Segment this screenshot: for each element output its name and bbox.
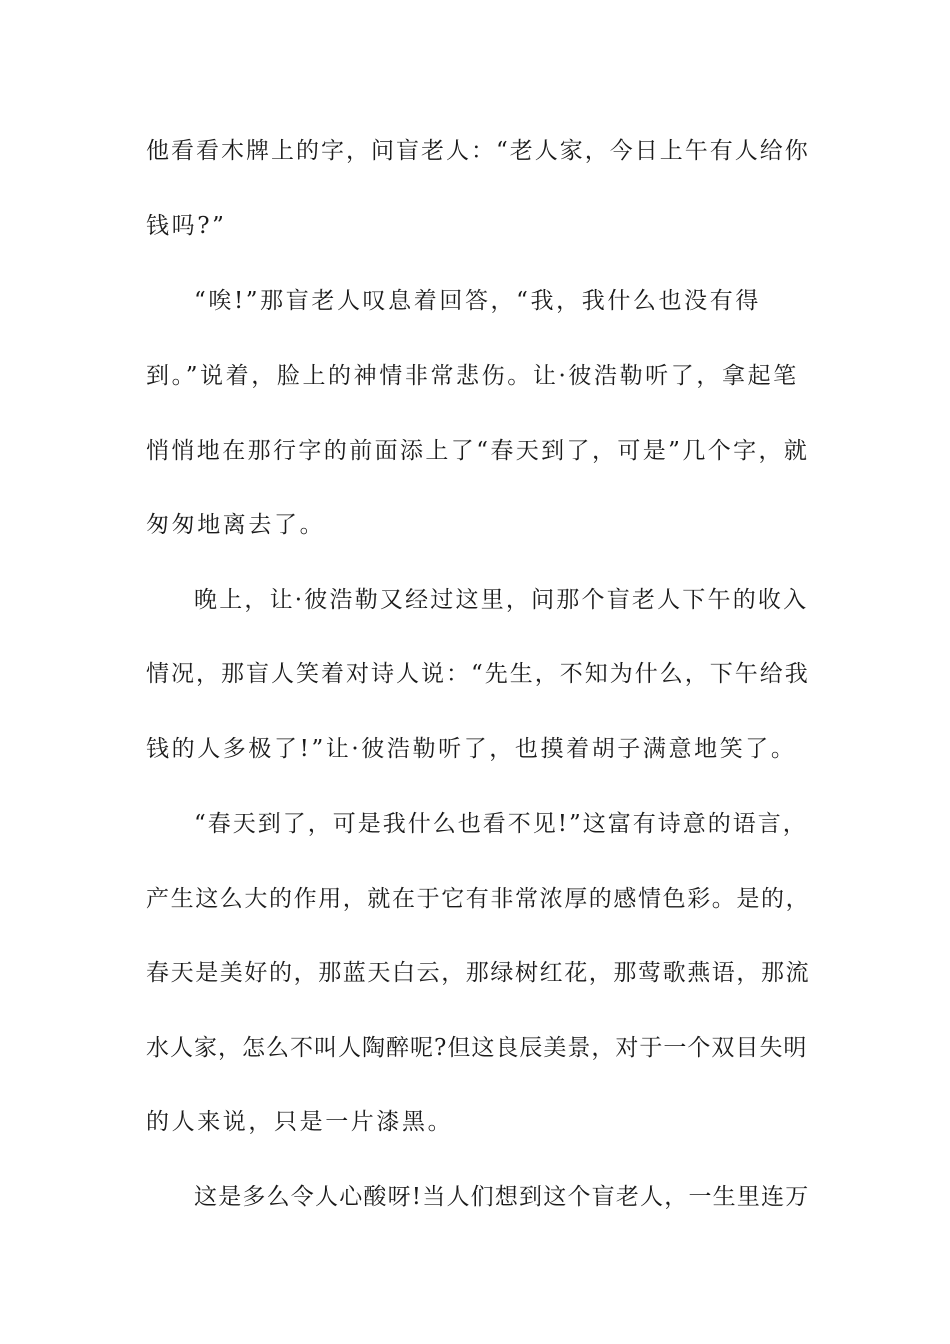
text-line: 产生这么大的作用，就在于它有非常浓厚的感情色彩。是的，: [146, 886, 811, 912]
text-line: 钱吗?”: [146, 213, 227, 239]
text-line: 的人来说，只是一片漆黑。: [146, 1109, 454, 1135]
text-line: 匆匆地离去了。: [146, 512, 326, 538]
text-line: 他看看木牌上的字，问盲老人：“老人家，今日上午有人给你: [146, 138, 810, 164]
text-line: 情况，那盲人笑着对诗人说：“先生，不知为什么，下午给我: [146, 661, 810, 687]
paragraph-start-line: 这是多么令人心酸呀!当人们想到这个盲老人，一生里连万: [194, 1184, 810, 1210]
paragraph-start-line: 晚上，让·彼浩勒又经过这里，问那个盲老人下午的收入: [194, 587, 809, 613]
text-line: 水人家，怎么不叫人陶醉呢?但这良辰美景，对于一个双目失明: [146, 1035, 808, 1061]
paragraph-start-line: “唉!”那盲老人叹息着回答，“我，我什么也没有得: [194, 288, 761, 314]
text-line: 到。”说着，脸上的神情非常悲伤。让·彼浩勒听了，拿起笔: [146, 363, 799, 389]
text-line: 钱的人多极了!”让·彼浩勒听了，也摸着胡子满意地笑了。: [146, 736, 797, 762]
text-line: 春天是美好的，那蓝天白云，那绿树红花，那莺歌燕语，那流: [146, 960, 811, 986]
text-line: 悄悄地在那行字的前面添上了“春天到了，可是”几个字，就: [146, 438, 810, 464]
paragraph-start-line: “春天到了，可是我什么也看不见!”这富有诗意的语言，: [194, 811, 808, 837]
